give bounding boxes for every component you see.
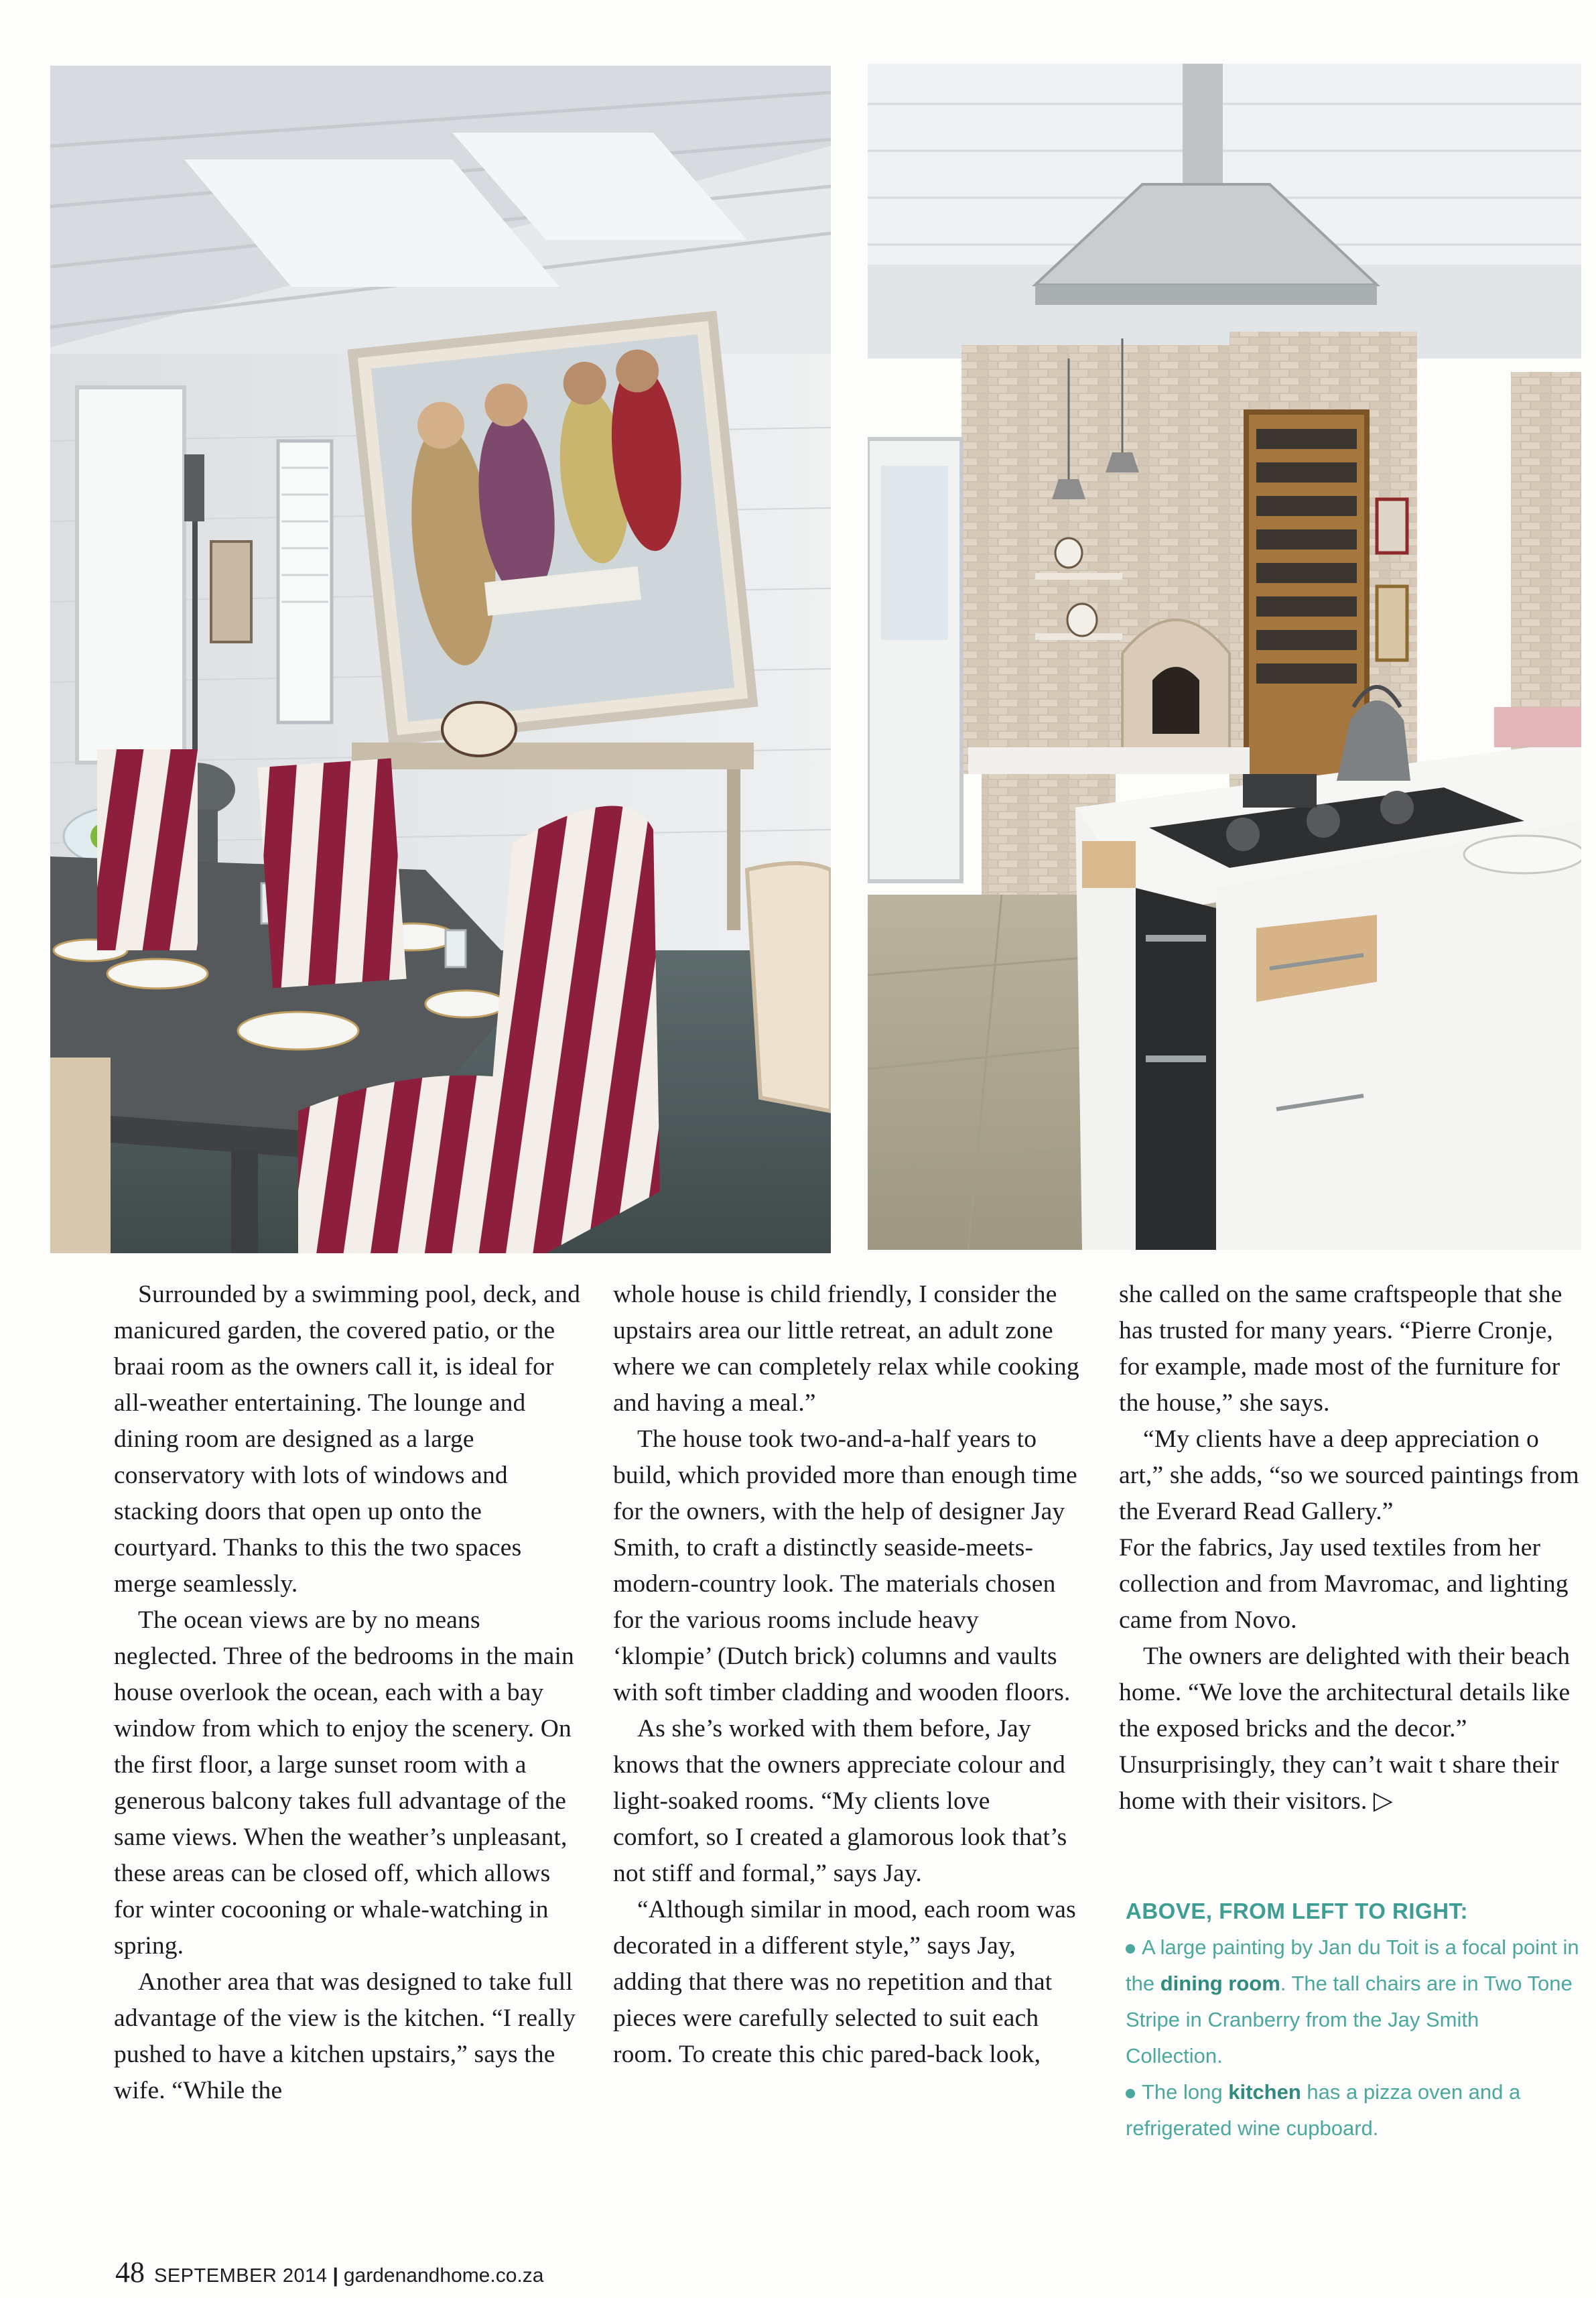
paragraph: whole house is child friendly, I consider the upstairs area our little retreat, an adult zone where we can completely relax while cooking and having a meal.” bbox=[613, 1281, 1079, 1417]
dining-room-photo bbox=[50, 66, 831, 1253]
caption-bold: dining room bbox=[1160, 1972, 1280, 1995]
bullet-icon bbox=[1126, 2089, 1135, 2098]
caption-bold: kitchen bbox=[1228, 2080, 1301, 2104]
paragraph: The ocean views are by no means neglected. Three of the bedrooms in the main house overlook the ocean, each with a bay window from which to enjoy the scenery. On the first floor, a large sunset room with a generous balcony takes full advantage of the same views. When the weather’s unpleasant, these areas can be closed off, which allows for winter cocooning or whale-watching in spring. bbox=[114, 1606, 574, 1960]
issue-date: SEPTEMBER 2014 bbox=[154, 2265, 328, 2287]
paragraph: As she’s worked with them before, Jay knows that the owners appreciate colour and light-soaked rooms. “My clients love comfort, so I created a glamorous look that’s not stiff and formal,” says Jay. bbox=[613, 1715, 1067, 1887]
caption-heading: ABOVE, FROM LEFT TO RIGHT: bbox=[1126, 1899, 1469, 1923]
paragraph: “Although similar in mood, each room was decorated in a different style,” says Jay, adding that there was no repetition and that pieces were carefully selected to suit each room. To create this chic pared-back look, bbox=[613, 1896, 1076, 2068]
paragraph: The house took two-and-a-half years to build, which provided more than enough time for the owners, with the help of designer Jay Smith, to craft a distinctly seaside-meets-modern-country look. The materials chosen for the various rooms include heavy ‘klompie’ (Dutch brick) columns and vaults with soft timber cladding and wooden floors. bbox=[613, 1425, 1077, 1706]
caption-text: The long bbox=[1142, 2080, 1229, 2104]
kitchen-illustration bbox=[868, 64, 1581, 1250]
footer-separator: | bbox=[332, 2264, 338, 2287]
dining-room-illustration bbox=[50, 66, 831, 1253]
caption-item-kitchen bbox=[1126, 2074, 1581, 2147]
paragraph: Another area that was designed to take full advantage of the view is the kitchen. “I really pushed to have a kitchen upstairs,” says the wife. “While the bbox=[114, 1968, 576, 2104]
caption-item-dining bbox=[1126, 1929, 1581, 2074]
article-column-3 bbox=[1119, 1277, 1588, 1820]
paragraph: she called on the same craftspeople that she has trusted for many years. “Pierre Cronje, for example, made most of the furniture for the house,” she says. bbox=[1119, 1281, 1562, 1417]
caption-text: . The tall chairs are in Two Tone Stripe in Cranberry from the Jay Smith Collection. bbox=[1126, 1972, 1573, 2067]
paragraph: Surrounded by a swimming pool, deck, and manicured garden, the covered patio, or the braai room as the owners call it, is ideal for all-weather entertaining. The lounge and dining room are designed as a large conservatory with lots of windows and stacking doors that open up onto the courtyard. Thanks to this the two spaces merge seamlessly. bbox=[114, 1281, 581, 1598]
paragraph: The owners are delighted with their beach home. “We love the architectural details like the exposed bricks and the decor.” Unsurprisingly, they can’t wait t share their home with their visitors. ▷ bbox=[1119, 1643, 1571, 1815]
article-column-1 bbox=[114, 1277, 586, 2109]
kitchen-photo bbox=[868, 64, 1581, 1250]
photo-caption bbox=[1126, 1893, 1581, 2147]
paragraph: “My clients have a deep appreciation o art,” she adds, “so we sourced paintings from the Everard Read Gallery.” bbox=[1119, 1425, 1579, 1525]
caption-text: has a pizza oven and a refrigerated wine cupboard. bbox=[1126, 2080, 1521, 2140]
website-link[interactable]: gardenandhome.co.za bbox=[343, 2264, 544, 2287]
caption-text: A large painting by Jan du Toit is a focal point in the bbox=[1126, 1935, 1579, 1995]
page-number: 48 bbox=[115, 2256, 145, 2289]
bullet-icon bbox=[1126, 1944, 1135, 1954]
paragraph: For the fabrics, Jay used textiles from her collection and from Mavromac, and lighting came from Novo. bbox=[1119, 1534, 1569, 1634]
article-column-2 bbox=[613, 1277, 1082, 2073]
page-footer bbox=[115, 2255, 543, 2289]
